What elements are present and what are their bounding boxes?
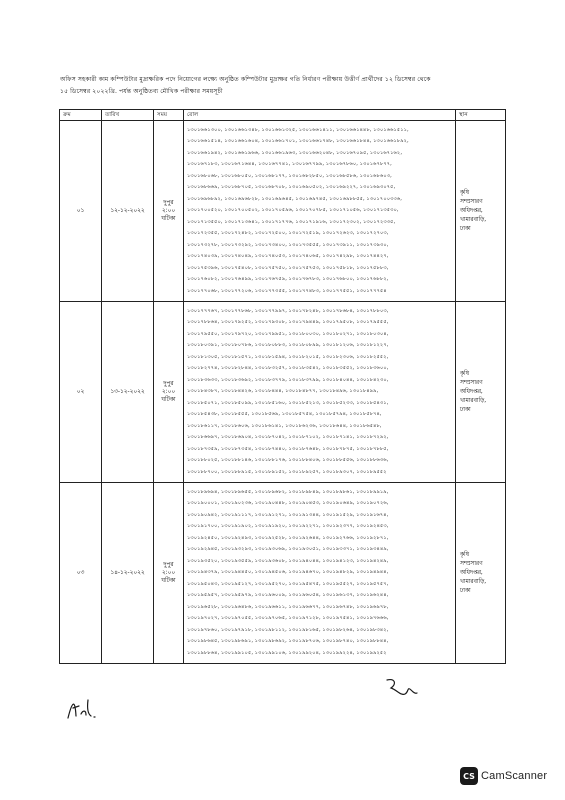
time-part: ঘটিকা <box>161 397 176 403</box>
camscanner-logo-icon: CS <box>460 767 478 785</box>
time-cell <box>154 121 184 302</box>
date-cell: ১৩-১২-২০২২ <box>102 302 154 483</box>
roll-line: ১৩০১৮৫৪৩৮, ১৩০১৮৫৫৫, ১৩০১৮৫৬৯, ১৩০১৮৫৭৫৪, ১৩০১৮৫৭৯৪, ১৩০১৮৫৮৭৪, <box>187 411 382 418</box>
roll-line: ১৩০১৮৬৬৯৭, ১৩০১৮৬৯০৪, ১৩০১৮৭০৪২, ১৩০১৮৭১০২, ১৩০১৮৭১৪১, ১৩০১৮৭২৯২, <box>187 434 389 441</box>
roll-line: ১৩০১৭৫৩৯৬, ১৩০১৭৫৪০৮, ১৩০১৭৫৭৫০, ১৩০১৭৫৭৫৩, ১৩০১৭৫৮১৮, ১৩০১৭৫৮৮৩, <box>187 264 389 271</box>
roll-line: ১৩০১৭০০৫২০, ১৩০১৭০০৫০২, ১৩০১৭০৫৯৬, ১৩০১৭০৭৮৫, ১৩০১৭১০৫৬, ১৩০১৭১৩৫৩০, <box>187 207 399 214</box>
roll-line: ১৩০১৮৪৩৮৭, ১৩০১৮৪৪২৬, ১৩০১৮৪৪৪, ১৩০১৮৪৮৭৭, ১৩০১৮৪৯৬, ১৩০১৮৪৯৯, <box>187 388 379 395</box>
serial-cell: ০১ <box>60 121 102 302</box>
table-row <box>60 302 506 483</box>
roll-line: ১৩০১৭১৩৫৫০, ১৩০১৭১৩৬৪১, ১৩০১৭১৭৭৬, ১৩০১৭১৯১৬, ১৩০১৭২৩০২, ১৩০১৭২৩৩৫, <box>187 218 396 225</box>
date-cell: ১২-১২-২০২২ <box>102 121 154 302</box>
serial-cell: ০২ <box>60 302 102 483</box>
time-part: ঘটিকা <box>161 216 176 222</box>
serial-cell: ০৩ <box>60 483 102 664</box>
time-part: ২:০০ <box>161 208 176 214</box>
roll-line: ১৩০১৯১৭০০, ১৩০১৯১৯০২, ১৩০১৯১৯২০, ১৩০১৯২২৭১, ১৩০১৯২৩৭৭, ১৩০১৯২৪৫৩, <box>187 523 389 530</box>
camscanner-watermark <box>460 767 547 785</box>
date-cell: ১৪-১২-২০২২ <box>102 483 154 664</box>
time-cell <box>154 483 184 664</box>
roll-line: ১৩০১৯০৯৪২, ১৩০১৯১১১৭, ১৩০১৯১২৭১, ১৩০১৯১৩৪৪, ১৩০১৯১৫২৯, ১৩০১৯১৬৭৪, <box>187 511 389 518</box>
roll-line: ১৩০১৬৬১৩০০, ১৩০১৬৬১৩৪৮, ১৩০১৬৬১৩২৫, ১৩০১৬৬১৪১১, ১৩০১৬৬১৪৪৮, ১৩০১৬৬১৫১১, <box>187 126 409 133</box>
roll-line: ১৩০১৭৯৫৫০, ১৩০১৭৯৭২০, ১৩০১৭৯৯৫১, ১৩০১৮০০৩০, ১৩০১৮০২৭১, ১৩০১৮০৩০৪, <box>187 330 389 337</box>
venue-part: অধিদপ্তর, <box>460 569 483 576</box>
roll-line: ১৩০১৭২৩৫৫, ১৩০১৭২৪৮২, ১৩০১৭২৫০০, ১৩০১৭২৫১৯, ১৩০১৭২৬২৩, ১৩০১৭২৭০৩, <box>187 230 389 237</box>
venue-part: ঢাকা <box>460 406 471 413</box>
roll-line: ১৩০১৯০০০১, ১৩০১৯০২৩৬, ১৩০১৯০৪৪৮, ১৩০১৯০৪৫৩, ১৩০১৯০৬৪৯, ১৩০১৯০৭২৬, <box>187 500 389 507</box>
roll-line: ১৩০১৮৭৩৫৯, ১৩০১৮৭৩৫৪, ১৩০১৮৭৪৪০, ১৩০১৮৭৬৪৮, ১৩০১৮৭৮৭৫, ১৩০১৮৭৮৮৫, <box>187 445 389 452</box>
roll-line: ১৩০১৬৯৬৮৯২, ১৩০১৬৯৬৮২৮, ১৩০১৬৯৬৪৫, ১৩০১৬৯৭৪৫, ১৩০১৬৯৮৮৫৫, ১৩০১৭০০৩৩৬, <box>187 195 402 202</box>
venue-cell <box>456 302 506 483</box>
heading-line-1: অফিস সহকারী কাম কম্পিউটার মুদ্রাক্ষরিক পদে নিয়োগের লক্ষ্যে অনুষ্ঠিত কম্পিউটার মুদ্রাক্ষর গতি নির্ধারণ পরীক্ষায় উত্তীর্ণ প্রার্থীদের ১২ ডিসেম্বর থেকে <box>60 76 431 83</box>
venue-part: অধিদপ্তর, <box>460 388 483 395</box>
camscanner-label: CamScanner <box>481 770 548 782</box>
roll-line: ১৩০১৭৬০৮২, ১৩০১৭৬৪৯৯, ১৩০১৭৬৭৫৯, ১৩০১৭৬৭৮৩, ১৩০১৭৬৮০০, ১৩০১৭৬৮৮২, <box>187 276 389 283</box>
schedule-heading <box>60 74 530 98</box>
roll-line: ১৩০১৯৩৫২০, ১৩০১৯৩৫৫৯, ১৩০১৯৩৬০৮, ১৩০১৯৪০৪৪, ১৩০১৯৪১২৩, ১৩০১৯৪২৪৯, <box>187 557 389 564</box>
column-header-serial: ক্রম <box>60 110 102 121</box>
column-header-rolls: রোল <box>184 110 456 121</box>
roll-line: ১৩০১৯৬৫২৮, ১৩০১৯৬৪৮৬, ১৩০১৯৬৬১১, ১৩০১৯৬৬৭৭, ১৩০১৯৬৭৪৮, ১৩০১৯৬৯৭৮, <box>187 603 389 610</box>
venue-part: ঢাকা <box>460 225 471 232</box>
venue-part: কৃষি <box>460 370 469 377</box>
roll-line: ১৩০১৮২৭৭৪, ১৩০১৮২৮৪৪, ১৩০১৮৩২৫৭, ১৩০১৮৩৫৪২, ১৩০১৮৩৫৫২, ১৩০১৮৩৬০০, <box>187 365 389 372</box>
viva-schedule-table <box>59 109 506 664</box>
table-row <box>60 483 506 664</box>
venue-part: ঢাকা <box>460 587 471 594</box>
venue-part: সম্প্রসারণ <box>460 560 483 567</box>
roll-line: ১৩০১৬৮৬৬৯, ১৩০১৬৮৭০৫, ১৩০১৬৮৭০৮, ১৩০১৬৯০৫০২, ১৩০১৬৯২২৭, ১৩০১৬৯৩০৭৫, <box>187 184 396 191</box>
roll-line: ১৩০১৯৫৯৫৭, ১৩০১৯৫৯৭৯, ১৩০১৯৬০০৯, ১৩০১৯৬০৫৪, ১৩০১৯৬১৩৭, ১৩০১৯৬২৪৪, <box>187 592 389 599</box>
roll-line: ১৩০১৭৪০৩৯, ১৩০১৭৪০৪৯, ১৩০১৭৪০৫৩, ১৩০১৭৪০৬৫, ১৩০১৭৪২৯৮, ১৩০১৭৪৪২৭, <box>187 253 389 260</box>
roll-line: ১৩০১৭৭৭৬৭, ১৩০১৭৭৮৬৮, ১৩০১৭৭৯৯৭, ১৩০১৭৮২৪৮, ১৩০১৭৮৬৮৪, ১৩০১৭৮৮০৩, <box>187 307 389 314</box>
roll-line: ১৩০১৮০৩৯১, ১৩০১৮০৭৮৬, ১৩০১৮০৮৮৩, ১৩০১৮০৮৯৯, ১৩০১৮১২০৬, ১৩০১৮১২২৭, <box>187 342 389 349</box>
roll-line: ১৩০১৮৩৬৩৩, ১৩০১৮৩৬৯২, ১৩০১৮৩৭৭৯, ১৩০১৮৩৭৯৯, ১৩০১৮৪০৪৪, ১৩০১৮৪২৩০, <box>187 376 389 383</box>
column-header-time: সময় <box>154 110 184 121</box>
signature-right <box>383 676 419 702</box>
roll-line: ১৩০১৯২৯৪৫, ১৩০১৯৩২৯৩, ১৩০১৯৩০৬৯, ১৩০১৯৩০৫১, ১৩০১৯৩৩৭১, ১৩০১৯৩৪৪৯, <box>187 546 389 553</box>
signature-left <box>64 692 100 722</box>
venue-part: খামারবাড়ি, <box>460 216 487 223</box>
roll-line: ১৩০১৯৭৮৬০, ১৩০১৯৭৯১৮, ১৩০১৯৮১১২, ১৩০১৯৮১৬৫, ১৩০১৯৮২৬৪, ১৩০১৯৮৩৪২, <box>187 626 389 633</box>
roll-line: ১৩০১৮৮৭০০, ১৩০১৮৮৯১৫, ১৩০১৮৯১৫২, ১৩০১৮৯২৫৭, ১৩০১৮৯৩০৭, ১৩০১৮৯৫৫২ <box>187 468 387 475</box>
time-part: দুপুর <box>163 200 174 206</box>
roll-line: ১৩০১৮৬১১৭, ১৩০১৮৬০৬, ১৩০১৮৬১৪১, ১৩০১৮৬২৩৬, ১৩০১৮৬৪৪, ১৩০১৮৬৫৪৮, <box>187 422 382 429</box>
venue-part: অধিদপ্তর, <box>460 207 483 214</box>
venue-part: সম্প্রসারণ <box>460 379 483 386</box>
roll-line: ১৩০১৭৩২৭৮, ১৩০১৭৩২৯২, ১৩০১৭৩৪০০, ১৩০১৭৩৫৫৫, ১৩০১৭৩৯১১, ১৩০১৭৩৯৩০, <box>187 241 389 248</box>
roll-line: ১৩০১৭৭০৬৮, ১৩০১৭৭২০৬, ১৩০১৭৭৩৫৫, ১৩০১৭৭৪৮৩, ১৩০১৭৭৫৫১, ১৩০১৭৭৭৫৪ <box>187 287 387 294</box>
roll-line: ১৩০১৮৮০২৫, ১৩০১৮৮১৪৬, ১৩০১৮৮১৭৬, ১৩০১৮৮৪০৬, ১৩০১৮৮৫৫৬, ১৩০১৮৮৬৩৬, <box>187 457 389 464</box>
time-part: ২:০০ <box>161 570 176 576</box>
roll-line: ১৩০১৬৭১৮৩, ১৩০১৬৭১৬৪৪, ১৩০১৬৭৭৪১, ১৩০১৬৭৭৯৯, ১৩০১৬৭৮৬০, ১৩০১৬৭৮৭৭, <box>187 161 392 168</box>
roll-line: ১৩০১৮৫০৭১, ১৩০১৮৫০৯৯, ১৩০১৮৫১৬০, ১৩০১৮৫২১৩, ১৩০১৮৫২৩৩, ১৩০১৮৫৪৩১, <box>187 399 389 406</box>
heading-line-2: ১৫ ডিসেম্বর ২০২২খ্রি. পর্যন্ত অনুষ্ঠিতব্য মৌখিক পরীক্ষার সময়সূচী <box>60 88 223 95</box>
roll-line: ১৩০১৬৬১৯৪২, ১৩০১৬৬১৯৬৬, ১৩০১৬৬১৯৬৩, ১৩০১৬৬২০৪৮, ১৩০১৬৭০৯৫, ১৩০১৬৭১৬২, <box>187 149 402 156</box>
roll-numbers-cell <box>184 121 456 302</box>
time-part: দুপুর <box>163 562 174 568</box>
roll-line: ১৩০১৯২৪৫০, ১৩০১৯২৪৯৩, ১৩০১৯২৫২৮, ১৩০১৯২৬৪৪, ১৩০১৯২৭৬৬, ১৩০১৯২৮৭১, <box>187 534 389 541</box>
roll-line: ১৩০১৮৯৬৯৪, ১৩০১৮৯৬৫৫, ১৩০১৮৯৬৮২, ১৩০১৮৯৮৪৯, ১৩০১৮৯৮৬১, ১৩০১৮৯৯১৯, <box>187 488 389 495</box>
roll-numbers-cell <box>184 483 456 664</box>
roll-line: ১৩০১৬৮০৬৮, ১৩০১৬৮০৫০, ১৩০১৬৮১৭৭, ১৩০১৬৮২৮৫০, ১৩০১৬৮৫৮৬, ১৩০১৬৮৬০৩, <box>187 172 392 179</box>
roll-line: ১৩০১৯৪৩৭৯, ১৩০১৯৪৪৫০, ১৩০১৯৪৫০৬, ১৩০১৯৪৬৭০, ১৩০১৯৪৮২৯, ১৩০১৯৪৯৪৪, <box>187 569 389 576</box>
venue-part: কৃষি <box>460 551 469 558</box>
venue-cell <box>456 121 506 302</box>
column-header-date: তারিখ <box>102 110 154 121</box>
roll-line: ১৩০১৭৮৮৬৪, ১৩০১৭৯২৫২, ১৩০১৭৯৩০৮, ১৩০১৭৯৪৪৯, ১৩০১৭৯৫০৮, ১৩০১৭৯৫৫৫, <box>187 319 389 326</box>
roll-line: ১৩০১৬৬১৫১৪, ১৩০১৬৬১৬০৪, ১৩০১৬৬১৭০১, ১৩০১৬৬১৭৪৮, ১৩০১৬৬১৮৪৪, ১৩০১৬৬১৮৯২, <box>187 138 409 145</box>
venue-part: খামারবাড়ি, <box>460 578 487 585</box>
roll-numbers-cell <box>184 302 456 483</box>
roll-line: ১৩০১৮১৩০৫, ১৩০১৮১৫৭১, ১৩০১৮১৫৯৪, ১৩০১৮২০১৫, ১৩০১৮২৩০৬, ১৩০১৮২৫৫২, <box>187 353 389 360</box>
roll-line: ১৩০১৯৫০৪৩, ১৩০১৯৫১২৭, ১৩০১৯৫২৭০, ১৩০১৯৫৪৭৫, ১৩০১৯৫৫২৭, ১৩০১৯৫৭৫৭, <box>187 580 389 587</box>
time-part: দুপুর <box>163 381 174 387</box>
venue-part: সম্প্রসারণ <box>460 198 483 205</box>
roll-line: ১৩০১৯৮৬৪৫, ১৩০১৯৮৬৯১, ১৩০১৯৮৬৯২, ১৩০১৯৮৭০৬, ১৩০১৯৮৭৪০, ১৩০১৯৮৮৪৪, <box>187 638 389 645</box>
time-cell <box>154 302 184 483</box>
roll-line: ১৩০১৯৭০২৭, ১৩০১৯৭০৫৫, ১৩০১৯৭০৬৫, ১৩০১৯৭১২৮, ১৩০১৯৭৫৪১, ১৩০১৯৭৬৬৬, <box>187 615 389 622</box>
column-header-venue: স্থান <box>456 110 506 121</box>
time-part: ২:০০ <box>161 389 176 395</box>
time-part: ঘটিকা <box>161 578 176 584</box>
venue-part: খামারবাড়ি, <box>460 397 487 404</box>
table-row <box>60 121 506 302</box>
venue-part: কৃষি <box>460 189 469 196</box>
roll-line: ১৩০১৯৮৮৬৪, ১৩০১৯৯১০৫, ১৩০১৯৯১০৬, ১৩০১৯৯২০৪, ১৩০১৯৯২২৪, ১৩০১৯৯২৫২ <box>187 649 387 656</box>
venue-cell <box>456 483 506 664</box>
table-header-row <box>60 110 506 121</box>
